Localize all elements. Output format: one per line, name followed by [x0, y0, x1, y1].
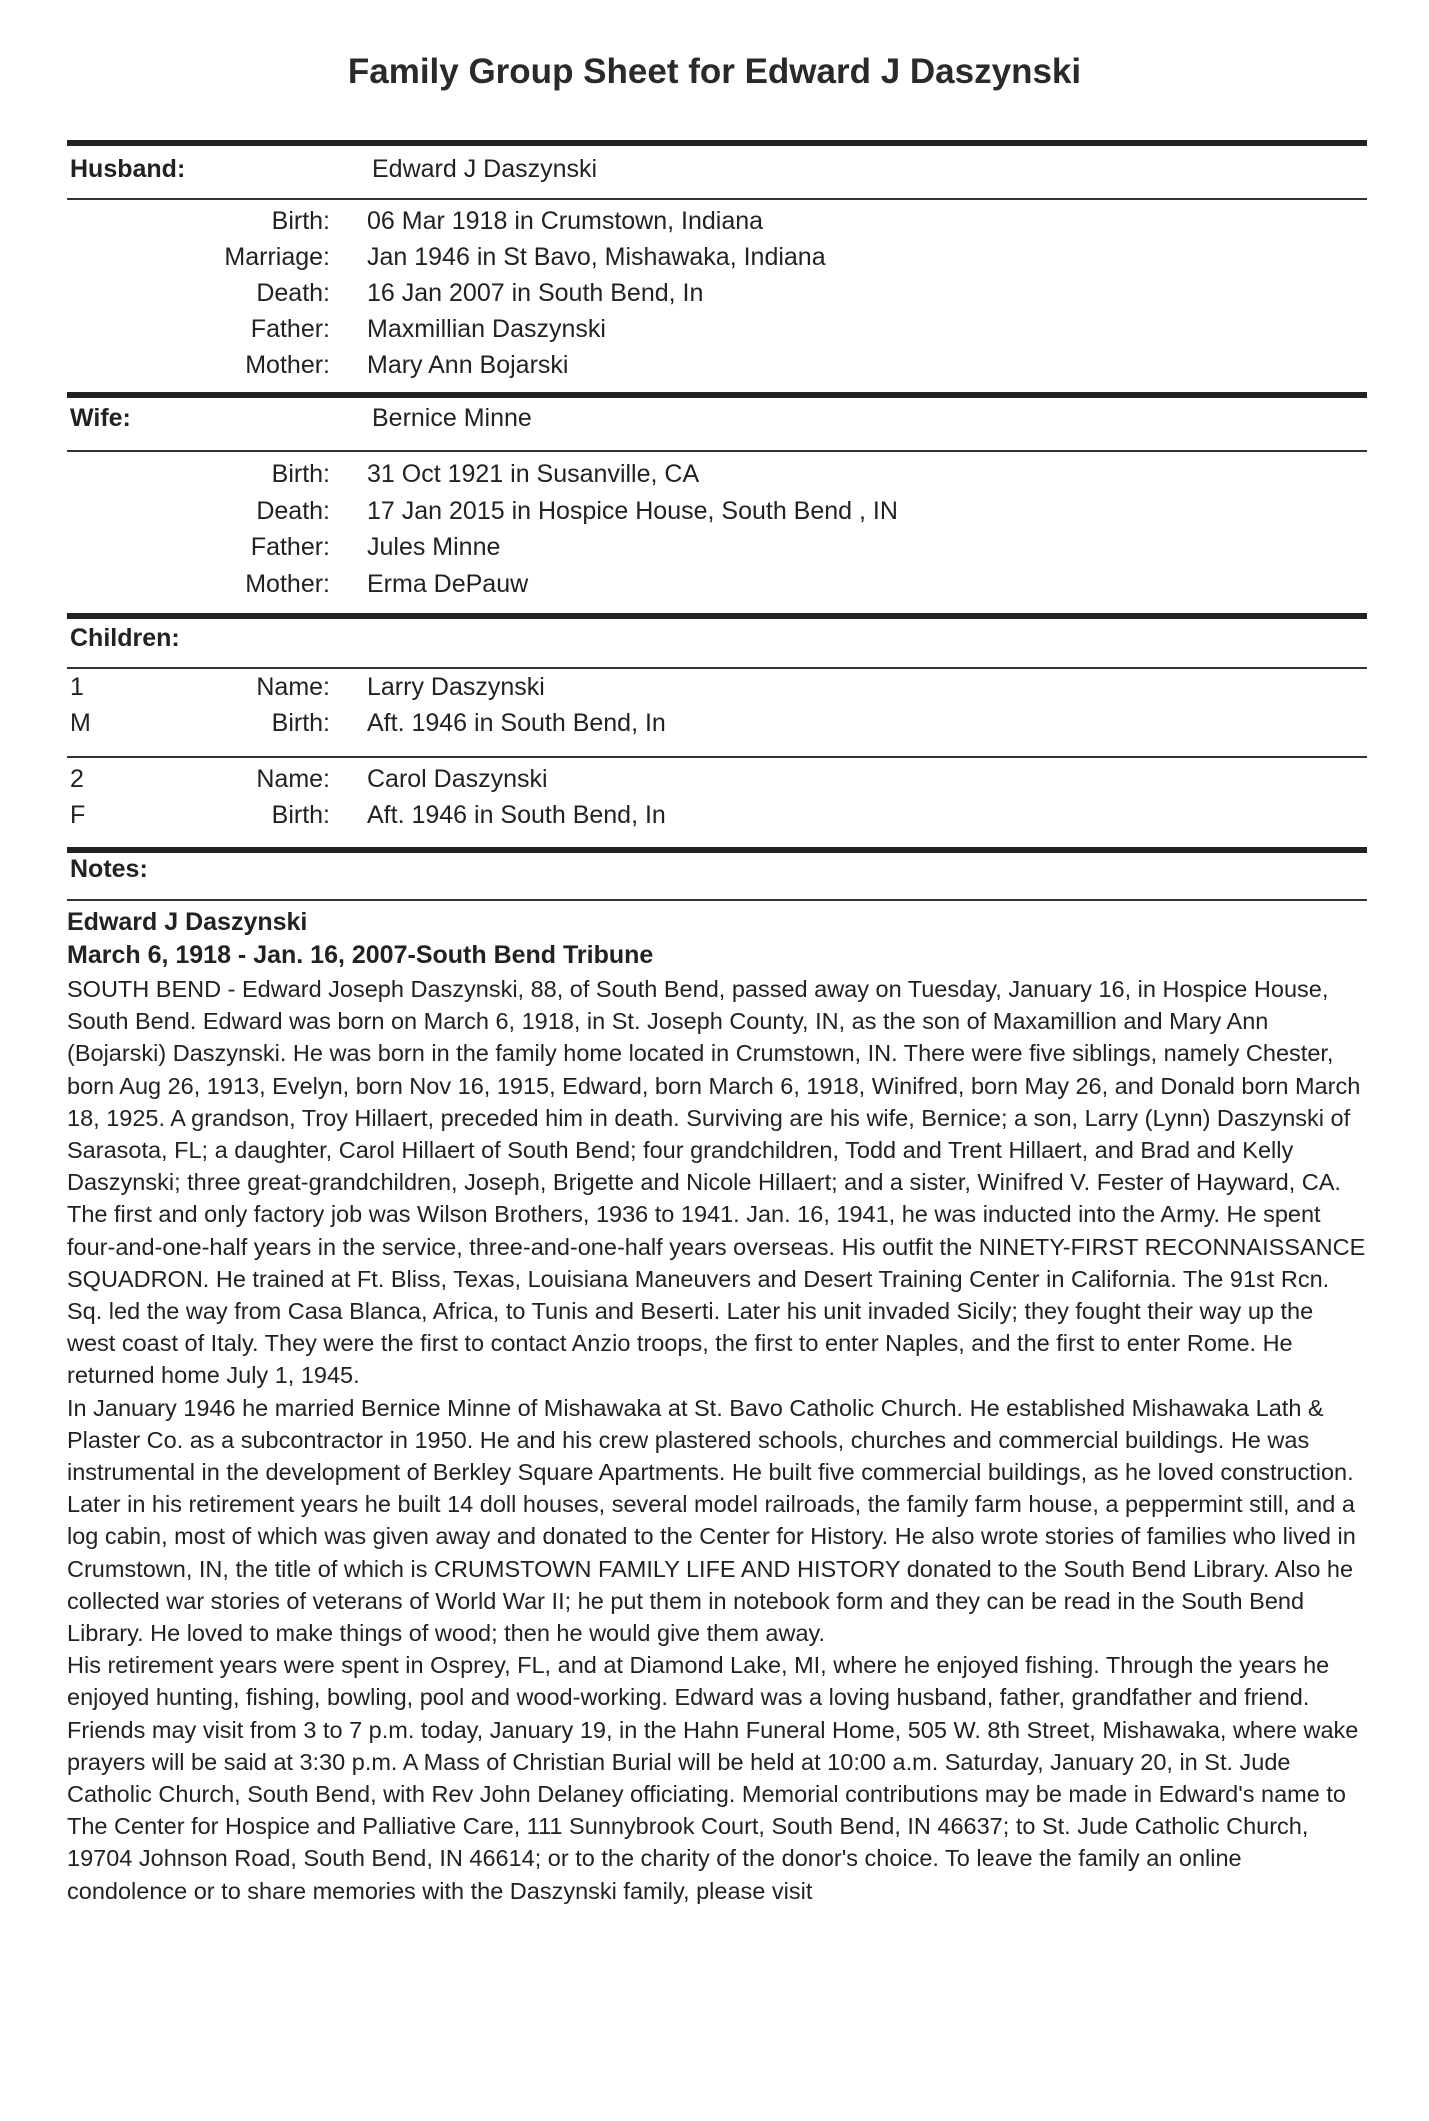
- child-1-name-label: Name:: [256, 673, 330, 701]
- husband-death-label: Death:: [256, 279, 330, 307]
- notes-paragraph: His retirement years were spent in Osprey, FL, and at Diamond Lake, MI, where he enjoyed fishing. Through the years he enjoyed hunting, fishing, bowling, pool and wood-working. Edward was a loving husband, father, grandfather and friend. Friends may visit from 3 to 7 p.m. today, January 19, in the Hahn Funeral Home, 505 W. 8th Street, Mishawaka, where wake prayers will be said at 3:30 p.m. A Mass of Christian Burial will be held at 10:00 a.m. Saturday, January 20, in St. Jude Catholic Church, South Bend, with Rev John Delaney officiating. Memorial contributions may be made in Edward's name to The Center for Hospice and Palliative Care, 111 Sunnybrook Court, South Bend, IN 46637; to St. Jude Catholic Church, 19704 Johnson Road, South Bend, IN 46614; or to the charity of the donor's choice. To leave the family an online condolence or to share memories with the Daszynski family, please visit: [67, 1652, 1359, 1904]
- child-2-birth: Aft. 1946 in South Bend, In: [367, 801, 666, 829]
- husband-birth-value: 06 Mar 1918 in Crumstown, Indiana: [367, 207, 764, 235]
- husband-name: Edward J Daszynski: [372, 155, 598, 183]
- notes-paragraph: SOUTH BEND - Edward Joseph Daszynski, 88, of South Bend, passed away on Tuesday, January 16, in Hospice House, South Bend. Edward was born on March 6, 1918, in St. Joseph County, IN, as the son of Maxamillion and Mary Ann (Bojarski) Daszynski. He was born in the family home located in Crumstown, IN. There were five siblings, namely Chester, born Aug 26, 1913, Evelyn, born Nov 16, 1915, Edward, born March 6, 1918, Winifred, born May 26, and Donald born March 18, 1925. A grandson, Troy Hillaert, preceded him in death. Surviving are his wife, Bernice; a son, Larry (Lynn) Daszynski of Sarasota, FL; a daughter, Carol Hillaert of South Bend; four grandchildren, Todd and Trent Hillaert, and Brad and Kelly Daszynski; three great-grandchildren, Joseph, Brigette and Nicole Hillaert; and a sister, Winifred V. Fester of Hayward, CA. The first and only factory job was Wilson Brothers, 1936 to 1941. Jan. 16, 1941, he was inducted into the Army. He spent four-and-one-half years in the service, three-and-one-half years overseas. His outfit the NINETY-FIRST RECONNAISSANCE SQUADRON. He trained at Ft. Bliss, Texas, Louisiana Maneuvers and Desert Training Center in California. The 91st Rcn. Sq. led the way from Casa Blanca, Africa, to Tunis and Beserti. Later his unit invaded Sicily; they fought their way up the west coast of Italy. They were the first to contact Anzio troops, the first to enter Naples, and the first to enter Rome. He returned home July 1, 1945.: [67, 976, 1366, 1389]
- child-1-birth-label: Birth:: [271, 709, 330, 737]
- notes-label: Notes:: [70, 855, 148, 883]
- notes-body: [67, 973, 1367, 1907]
- husband-father-value: Maxmillian Daszynski: [367, 315, 606, 343]
- child-1-sex: M: [70, 709, 91, 737]
- notes-heading-dates: March 6, 1918 - Jan. 16, 2007-South Bend Tribune: [67, 941, 654, 969]
- wife-mother-value: Erma DePauw: [367, 570, 529, 598]
- wife-death-value: 17 Jan 2015 in Hospice House, South Bend , IN: [367, 497, 898, 525]
- child-2-number: 2: [70, 765, 84, 793]
- page-title: Family Group Sheet for Edward J Daszynski: [347, 52, 1082, 91]
- husband-rule: [67, 140, 1367, 146]
- husband-label: Husband:: [70, 155, 186, 183]
- child-2-name-label: Name:: [256, 765, 330, 793]
- husband-mother-label: Mother:: [245, 351, 330, 379]
- notes-rule: [67, 847, 1367, 853]
- husband-marriage-label: Marriage:: [224, 243, 330, 271]
- husband-divider: [67, 198, 1367, 200]
- husband-marriage-value: Jan 1946 in St Bavo, Mishawaka, Indiana: [367, 243, 826, 271]
- wife-divider: [67, 450, 1367, 452]
- wife-father-value: Jules Minne: [367, 533, 501, 561]
- wife-rule: [67, 392, 1367, 398]
- wife-name: Bernice Minne: [372, 404, 532, 432]
- husband-mother-value: Mary Ann Bojarski: [367, 351, 569, 379]
- child-1-number: 1: [70, 673, 84, 701]
- wife-mother-label: Mother:: [245, 570, 330, 598]
- child-1-birth: Aft. 1946 in South Bend, In: [367, 709, 666, 737]
- child-divider: [67, 756, 1367, 758]
- children-label: Children:: [70, 624, 180, 652]
- children-rule: [67, 613, 1367, 619]
- child-1-name: Larry Daszynski: [367, 673, 545, 701]
- notes-divider: [67, 899, 1367, 901]
- child-2-birth-label: Birth:: [271, 801, 330, 829]
- wife-father-label: Father:: [250, 533, 330, 561]
- husband-death-value: 16 Jan 2007 in South Bend, In: [367, 279, 704, 307]
- wife-death-label: Death:: [256, 497, 330, 525]
- notes-paragraph: In January 1946 he married Bernice Minne of Mishawaka at St. Bavo Catholic Church. He established Mishawaka Lath & Plaster Co. as a subcontractor in 1950. He and his crew plastered schools, churches and commercial buildings. He was instrumental in the development of Berkley Square Apartments. He built five commercial buildings, as he loved construction. Later in his retirement years he built 14 doll houses, several model railroads, the family farm house, a peppermint still, and a log cabin, most of which was given away and donated to the Center for History. He also wrote stories of families who lived in Crumstown, IN, the title of which is CRUMSTOWN FAMILY LIFE AND HISTORY donated to the South Bend Library. Also he collected war stories of veterans of World War II; he put them in notebook form and they can be read in the South Bend Library. He loved to make things of wood; then he would give them away.: [67, 1394, 1356, 1647]
- wife-birth-value: 31 Oct 1921 in Susanville, CA: [367, 460, 700, 488]
- child-2-sex: F: [70, 801, 86, 829]
- husband-father-label: Father:: [250, 315, 330, 343]
- husband-birth-label: Birth:: [271, 207, 330, 235]
- children-divider: [67, 667, 1367, 669]
- wife-birth-label: Birth:: [271, 460, 330, 488]
- child-2-name: Carol Daszynski: [367, 765, 548, 793]
- wife-label: Wife:: [70, 404, 131, 432]
- notes-heading-name: Edward J Daszynski: [67, 908, 308, 936]
